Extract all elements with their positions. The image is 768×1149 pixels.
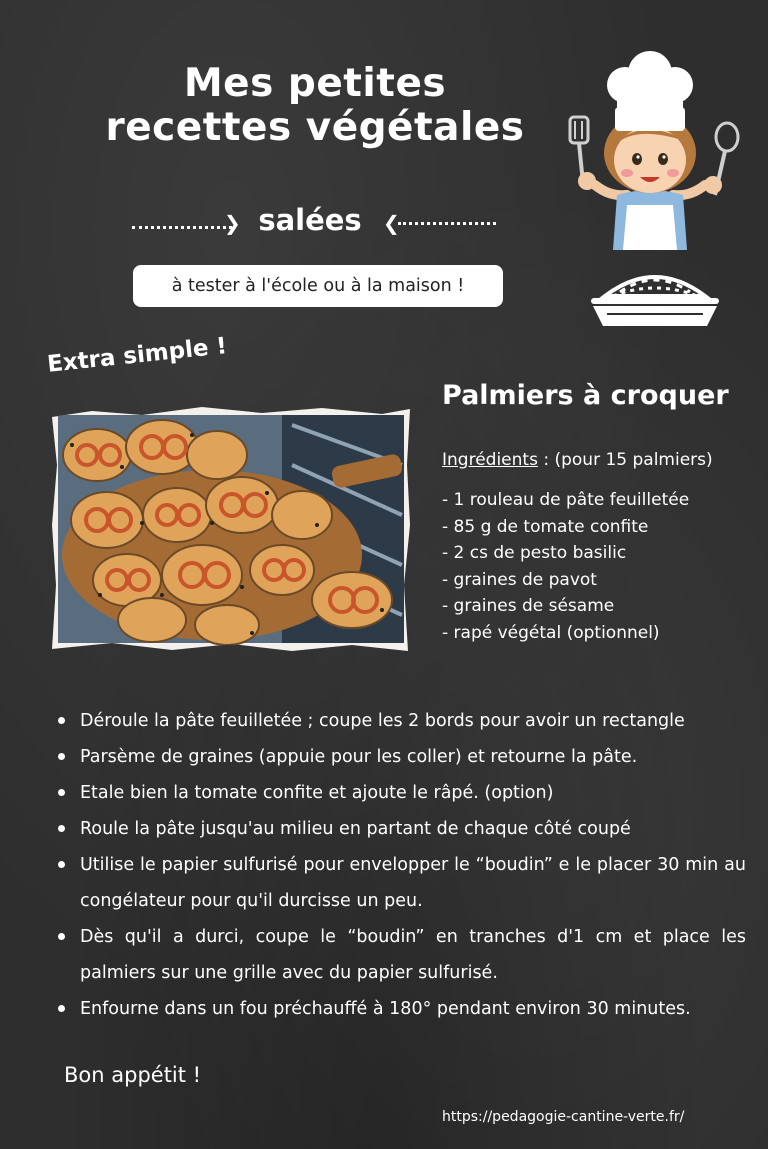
extra-simple-badge: Extra simple ! — [46, 333, 229, 378]
dotted-line-left — [132, 226, 232, 229]
recipe-title: Palmiers à croquer — [442, 380, 729, 411]
ingredients-label: Ingrédients — [442, 450, 538, 470]
step-item: Roule la pâte jusqu'au milieu en partant de chaque côté coupé — [56, 811, 746, 847]
step-item: Etale bien la tomate confite et ajoute le râpé. (option) — [56, 775, 746, 811]
step-item: Enfourne dans un fou préchauffé à 180° pendant environ 30 minutes. — [56, 991, 746, 1027]
ingredients-heading — [442, 450, 713, 470]
ingredient-item: - rapé végétal (optionnel) — [442, 622, 660, 643]
chef-girl-illustration — [555, 45, 745, 250]
ingredient-item: - graines de sésame — [442, 596, 615, 616]
steps-list — [56, 703, 746, 1027]
tagline-pill: à tester à l'école ou à la maison ! — [133, 265, 503, 307]
ingredient-item: - 85 g de tomate confite — [442, 516, 649, 537]
ingredient-item: - graines de pavot — [442, 569, 597, 590]
title-line-1: Mes petites — [183, 61, 447, 106]
step-item: Utilise le papier sulfurisé pour envelopper le “boudin” e le placer 30 min au congélateur pour qu'il durcisse un peu. — [56, 847, 746, 919]
ingredients-note: : (pour 15 palmiers) — [537, 450, 713, 470]
closing-text: Bon appétit ! — [64, 1063, 202, 1087]
ingredient-item: - 1 rouleau de pâte feuilletée — [442, 490, 690, 510]
ingredients-list — [442, 487, 689, 646]
step-item: Déroule la pâte feuilletée ; coupe les 2 bords pour avoir un rectangle — [56, 703, 746, 739]
arrow-right-icon: ❯ — [224, 211, 241, 235]
food-photo — [52, 405, 410, 651]
category-label: salées — [258, 203, 362, 237]
spatula-icon — [570, 117, 588, 143]
ingredient-item: - 2 cs de pesto basilic — [442, 543, 627, 563]
footer-url[interactable]: https://pedagogie-cantine-verte.fr/ — [442, 1109, 685, 1125]
step-item: Dès qu'il a durci, coupe le “boudin” en tranches d'1 cm et place les palmiers sur une grille avec du papier sulfurisé. — [56, 919, 746, 991]
title-line-2: recettes végétales — [105, 105, 525, 150]
dotted-line-right — [398, 222, 496, 225]
step-item: Parsème de graines (appuie pour les coller) et retourne la pâte. — [56, 739, 746, 775]
pie-icon — [585, 262, 725, 328]
page-title — [60, 62, 570, 150]
arrow-left-icon: ❮ — [383, 211, 400, 235]
